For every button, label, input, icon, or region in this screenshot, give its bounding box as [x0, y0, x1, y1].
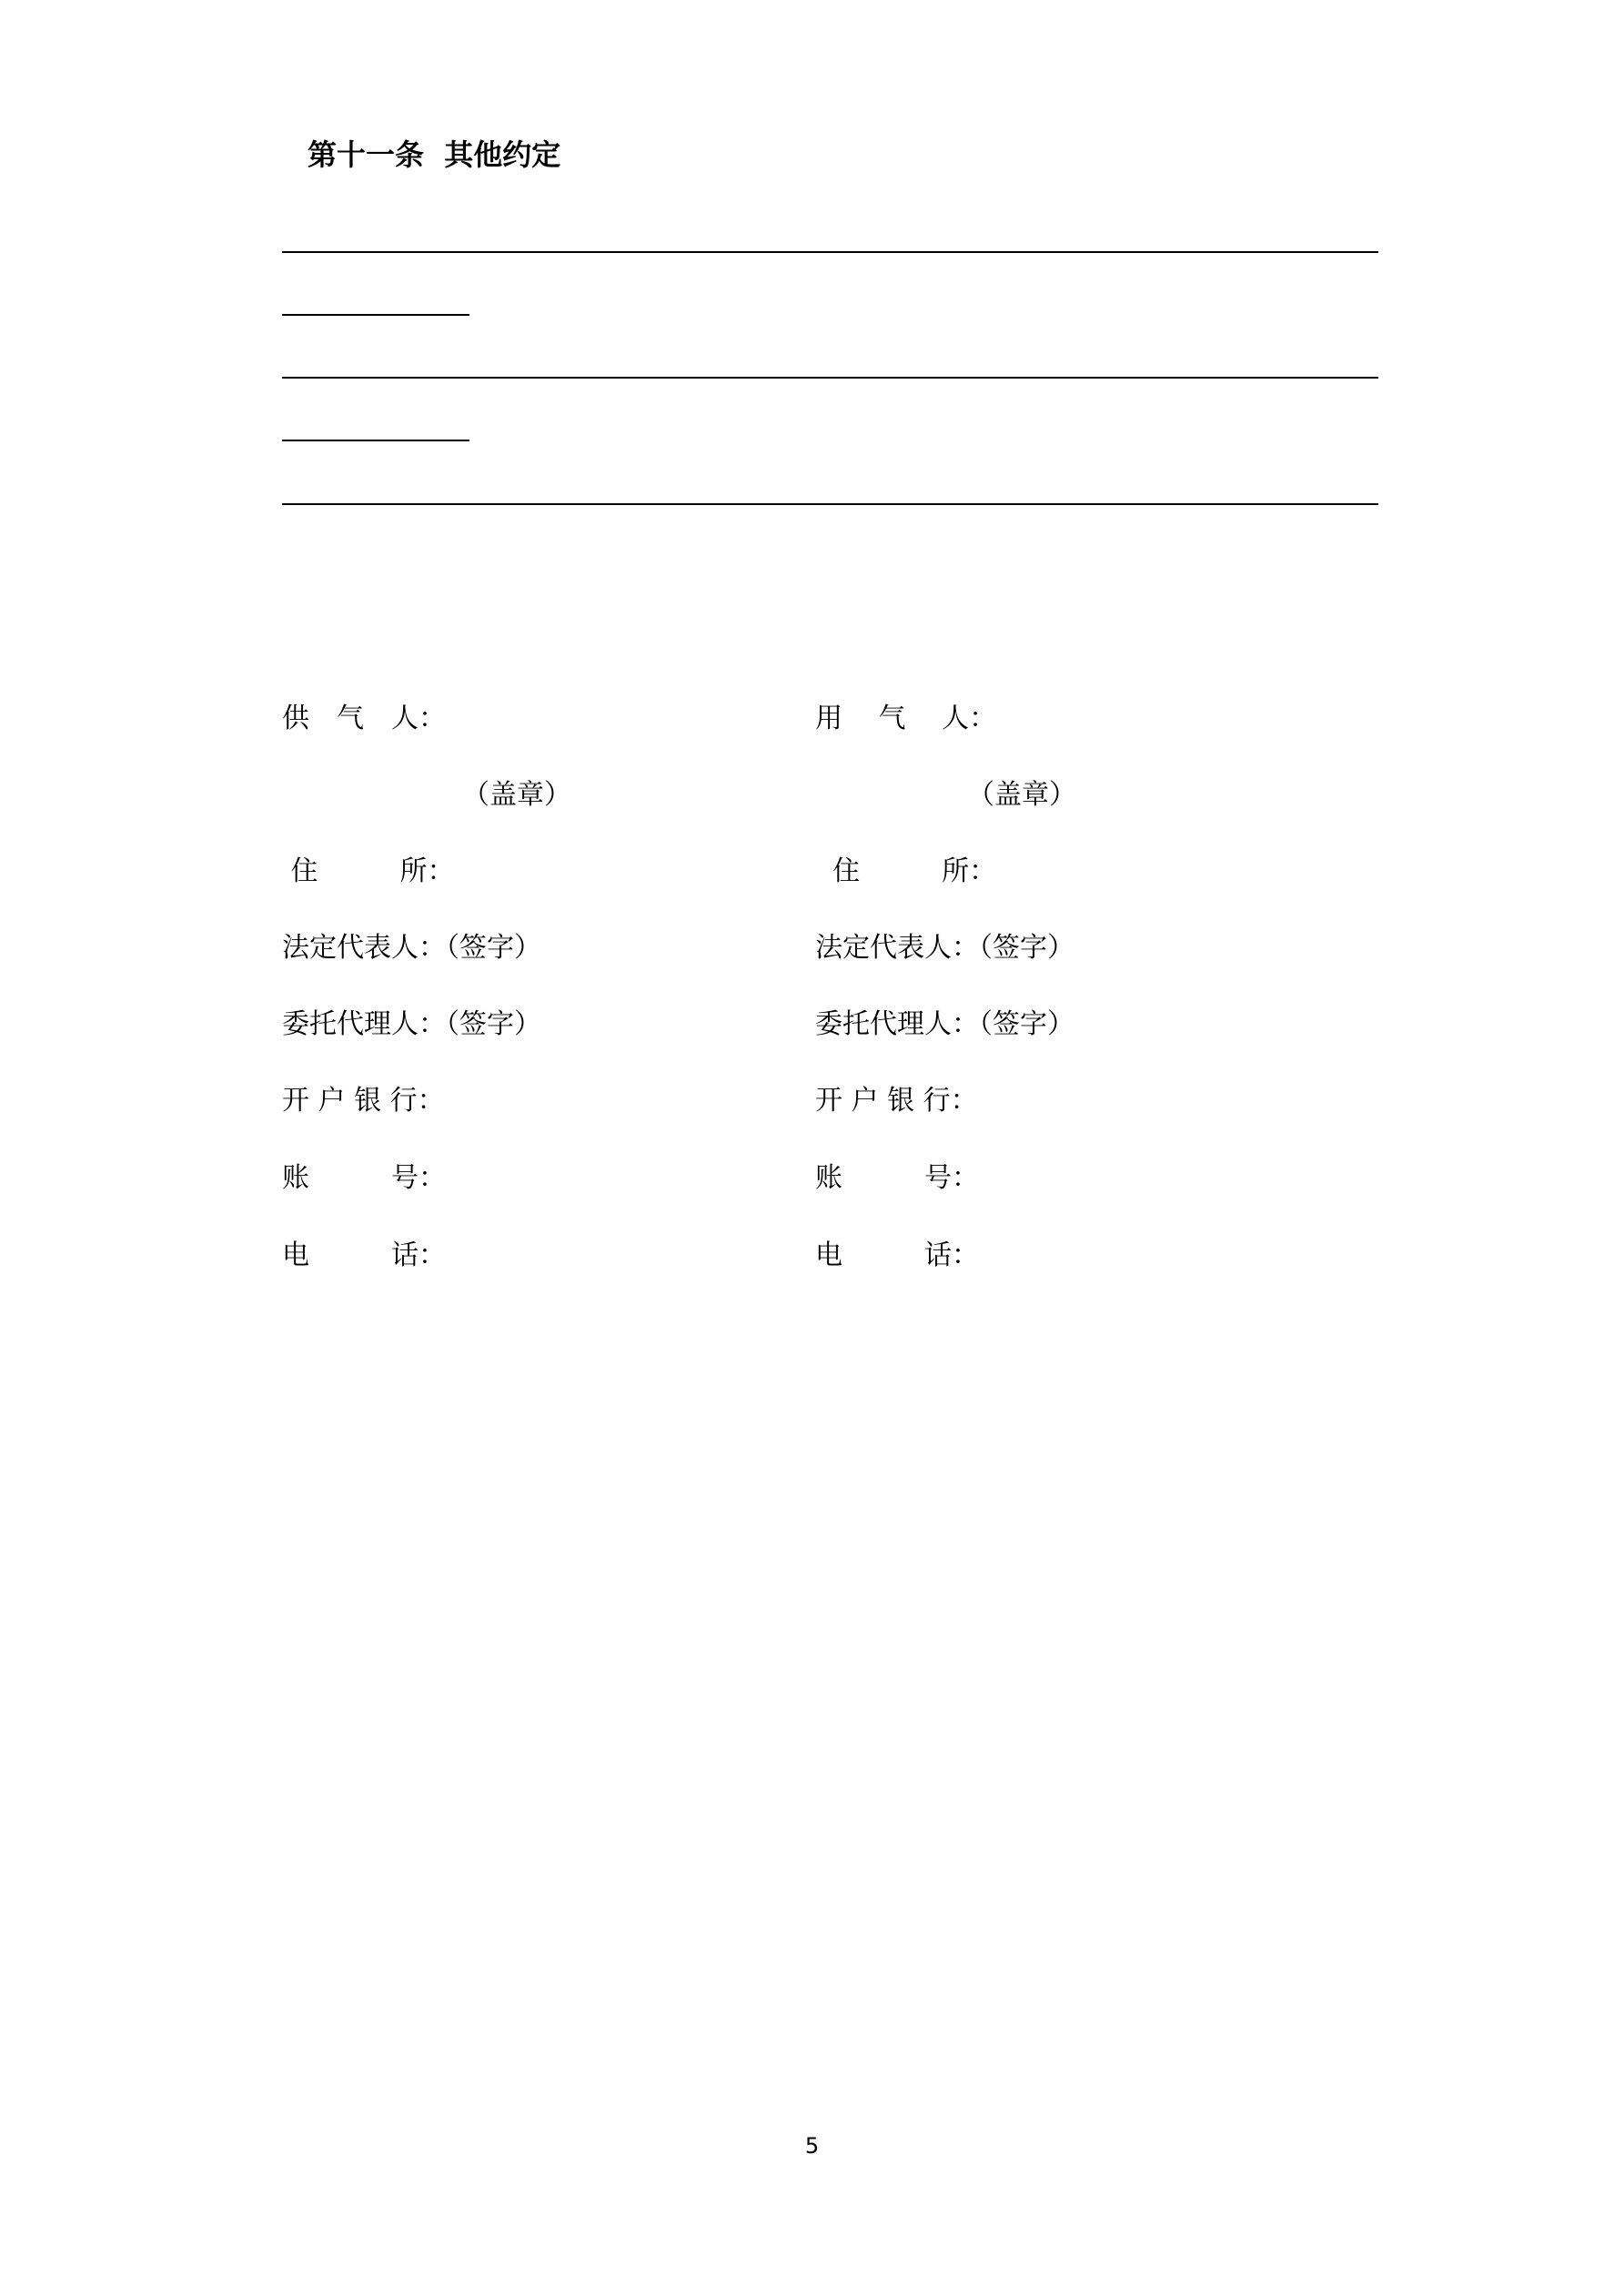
- user-label: 用 气 人：: [815, 703, 997, 734]
- user-seal-label: （盖章）: [967, 779, 1076, 811]
- user-agent-label: 委托代理人：（签字）: [815, 1008, 1074, 1040]
- user-address-label: 住 所：: [815, 855, 997, 887]
- page-number: 5: [804, 2133, 820, 2159]
- section-heading: 第十一条 其他约定: [308, 137, 561, 172]
- blank-line-4: [282, 440, 469, 441]
- supplier-account-label: 账 号：: [282, 1162, 446, 1194]
- supplier-label: 供 气 人：: [282, 703, 446, 734]
- blank-line-1: [282, 251, 1378, 253]
- user-account-label: 账 号：: [815, 1162, 979, 1194]
- user-phone-label: 电 话：: [815, 1239, 979, 1271]
- supplier-phone-label: 电 话：: [282, 1239, 446, 1271]
- blank-line-2: [282, 314, 469, 316]
- blank-line-3: [282, 377, 1378, 379]
- blank-line-5: [282, 503, 1378, 505]
- user-legal-rep-label: 法定代表人：（签字）: [815, 932, 1074, 964]
- supplier-address-label: 住 所：: [282, 855, 455, 887]
- supplier-legal-rep-label: 法定代表人：（签字）: [282, 932, 541, 964]
- supplier-agent-label: 委托代理人：（签字）: [282, 1008, 541, 1040]
- supplier-seal-label: （盖章）: [462, 779, 571, 811]
- user-bank-label: 开 户 银 行：: [815, 1085, 978, 1117]
- supplier-bank-label: 开 户 银 行：: [282, 1085, 445, 1117]
